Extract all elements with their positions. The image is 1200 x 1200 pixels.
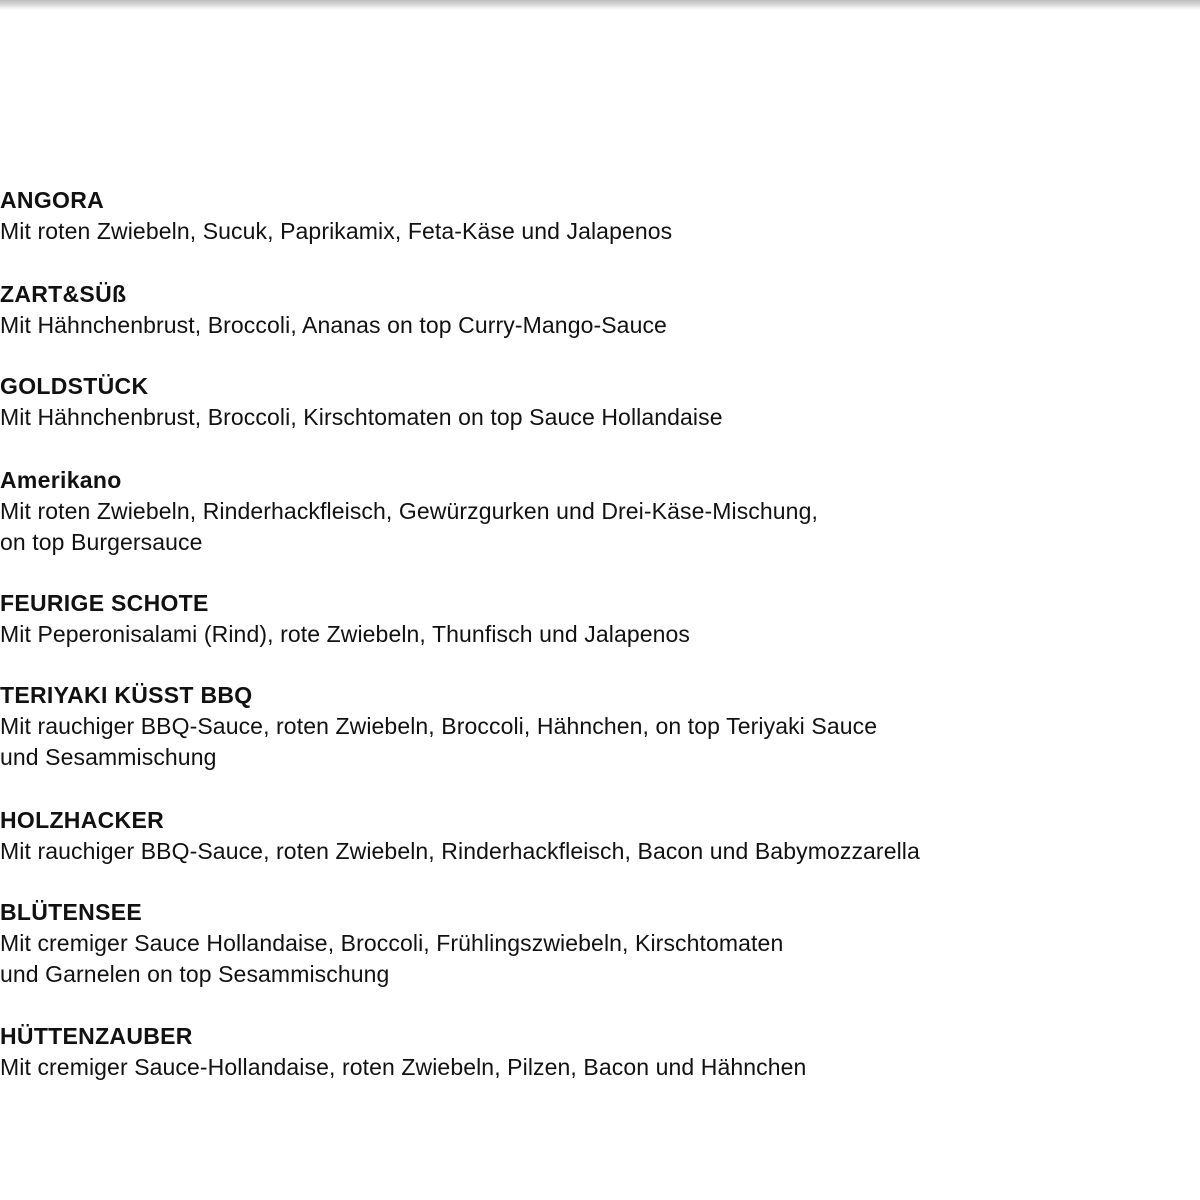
- menu-item-teriyaki-kuesst-bbq: [0, 680, 1100, 773]
- item-name: ZART&SÜß: [0, 281, 127, 307]
- item-description: Mit cremiger Sauce Hollandaise, Broccoli, Frühlingszwiebeln, Kirschtomaten: [0, 930, 784, 956]
- menu-item-zart-suess: [0, 279, 1100, 341]
- menu-item-huettenzauber: [0, 1021, 1100, 1083]
- item-description: Mit roten Zwiebeln, Rinderhackfleisch, Gewürzgurken und Drei-Käse-Mischung,: [0, 498, 818, 524]
- item-name: Amerikano: [0, 467, 122, 493]
- item-name: FEURIGE SCHOTE: [0, 590, 209, 616]
- item-name: HOLZHACKER: [0, 807, 164, 833]
- item-description: Mit roten Zwiebeln, Sucuk, Paprikamix, Feta-Käse und Jalapenos: [0, 218, 673, 244]
- menu-item-angora: [0, 185, 1100, 247]
- menu-item-goldstueck: [0, 371, 1100, 433]
- menu-item-bluetensee: [0, 897, 1100, 990]
- item-description: Mit Hähnchenbrust, Broccoli, Kirschtomaten on top Sauce Hollandaise: [0, 404, 723, 430]
- item-name: HÜTTENZAUBER: [0, 1023, 193, 1049]
- item-description: und Sesammischung: [0, 744, 217, 770]
- menu-item-holzhacker: [0, 805, 1100, 867]
- item-name: ANGORA: [0, 187, 105, 213]
- item-description: Mit rauchiger BBQ-Sauce, roten Zwiebeln, Broccoli, Hähnchen, on top Teriyaki Sauce: [0, 713, 878, 739]
- item-name: TERIYAKI KÜSST BBQ: [0, 682, 253, 708]
- item-description: on top Burgersauce: [0, 529, 203, 555]
- menu-item-feurige-schote: [0, 588, 1100, 650]
- item-description: Mit Hähnchenbrust, Broccoli, Ananas on top Curry-Mango-Sauce: [0, 312, 667, 338]
- item-description: Mit rauchiger BBQ-Sauce, roten Zwiebeln, Rinderhackfleisch, Bacon und Babymozzarella: [0, 838, 920, 864]
- item-description: und Garnelen on top Sesammischung: [0, 961, 390, 987]
- item-description: Mit Peperonisalami (Rind), rote Zwiebeln, Thunfisch und Jalapenos: [0, 621, 691, 647]
- item-name: GOLDSTÜCK: [0, 373, 149, 399]
- item-name: BLÜTENSEE: [0, 899, 142, 925]
- item-description: Mit cremiger Sauce-Hollandaise, roten Zwiebeln, Pilzen, Bacon und Hähnchen: [0, 1054, 807, 1080]
- menu-item-amerikano: [0, 465, 1100, 558]
